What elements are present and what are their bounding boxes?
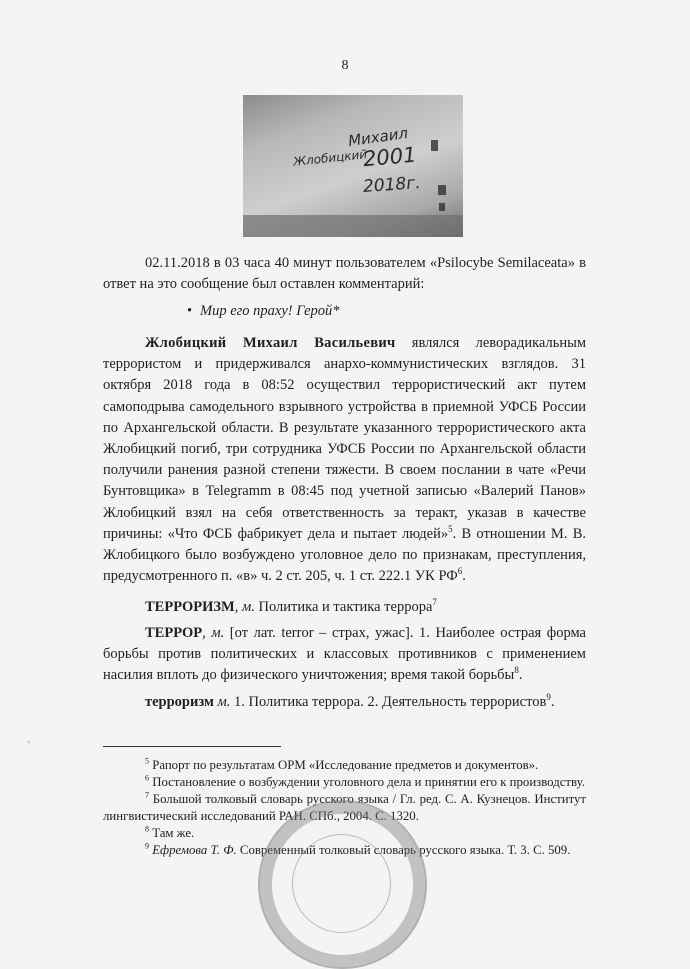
paragraph-biography xyxy=(103,333,586,587)
footnote-number: 8 xyxy=(145,824,149,834)
photo-text-year-birth: 2001 xyxy=(362,142,418,172)
bullet-comment-text: Мир его праху! Герой* xyxy=(200,303,340,319)
seal-inner-ring xyxy=(292,834,391,933)
definition-term: терроризм xyxy=(145,694,214,710)
definition-gram: м. xyxy=(213,694,231,710)
bullet-comment xyxy=(187,303,340,320)
bullet-dot-icon: • xyxy=(187,303,193,319)
definition-terror xyxy=(103,623,586,687)
margin-mark: ʼ xyxy=(27,740,31,751)
definition-gram: , м. xyxy=(234,599,255,615)
photo-text-year-death: 2018г. xyxy=(362,173,422,197)
photo-text-surname: Жлобицкий xyxy=(292,147,368,169)
footnote-ref: 5 xyxy=(448,524,453,534)
definition-term: ТЕРРОР xyxy=(145,625,203,641)
biography-text-c: . xyxy=(462,568,466,585)
footnote-ref: 7 xyxy=(432,597,437,608)
definition-end: . xyxy=(518,667,523,684)
definition-text: 1. Политика террора. 2. Деятельность террористов xyxy=(230,694,547,710)
footnote-ref: 6 xyxy=(457,566,463,577)
person-name: Жлобицкий Михаил Васильевич xyxy=(145,335,396,351)
official-seal-stamp xyxy=(258,800,427,969)
biography-text-a: являлся леворадикальным террористом и придерживался анархо-коммунистических взглядов. 31 октября 2018 года в 08:52 осуществил террористический акт путем самоподрыва самодельного взрывного устройства в приемной УФСБ России по Архангельской области. В результате указанного террористического акта Жлобицкий погиб, три сотрудника УФСБ России по Архангельской области получили ранения разной степени тяжести. В своем послании в чате «Речи Бунтовщика» в Telegramm в 08:45 под учетной записью «Валерий Панов» Жлобицкий взял на себя ответственность за теракт, указав в качестве причины: «Что ФСБ фабрикует дела и пытает людей» xyxy=(103,335,587,542)
footnote-number: 5 xyxy=(145,756,149,766)
footnote-text: Постановление о возбуждении уголовного дела и принятии его к производству. xyxy=(149,775,585,789)
definition-text: [от лат. terror – страх, ужас]. 1. Наиболее острая форма борьбы против политических и классовых противников с применением насилия вплоть до физического уничтожения; время такой борьбы xyxy=(103,625,586,684)
footnote-text: Современный толковый словарь русского языка. Т. 3. С. 509. xyxy=(236,843,571,857)
biography-text-b: . В отношении М. В. Жлобицкого было возбуждено уголовное дело по признакам, преступления, предусмотренного п. «в» ч. 2 ст. 205, ч. 1 ст. 222.1 УК РФ xyxy=(103,525,586,585)
footnote-author: Ефремова Т. Ф. xyxy=(152,843,237,857)
footnote-text: Рапорт по результатам ОРМ «Исследование предметов и документов». xyxy=(149,758,539,772)
definition-gram: , м. xyxy=(202,625,225,641)
footnote-6 xyxy=(103,774,586,791)
photo-text-first-name: Михаил xyxy=(347,123,410,151)
footnote-ref: 8 xyxy=(514,665,519,676)
definition-terrorism-upper xyxy=(103,597,586,618)
photo-shadow xyxy=(243,215,463,237)
page-number: 8 xyxy=(341,58,349,73)
definition-term: ТЕРРОРИЗМ xyxy=(145,599,235,615)
footnote-divider xyxy=(103,746,281,747)
footnote-number: 9 xyxy=(145,841,149,851)
paragraph-comment-intro xyxy=(103,253,586,295)
footnote-number: 7 xyxy=(145,790,149,800)
footnote-text: Большой толковый словарь русского языка / Гл. ред. С. А. Кузнецов. Институт лингвистический исследований РАН. СПб., 2004. С. 1320. xyxy=(103,792,586,823)
definition-terrorism-lower xyxy=(103,692,586,713)
paragraph-comment-intro-text: 02.11.2018 в 03 часа 40 минут пользователем «Psilocybe Semilaceata» в ответ на это сообщение был оставлен комментарий: xyxy=(103,255,586,293)
footnote-text: Там же. xyxy=(149,826,195,840)
footnote-number: 6 xyxy=(145,773,149,783)
photo-mark xyxy=(439,203,445,211)
footnote-5 xyxy=(103,757,586,774)
photo-mark xyxy=(431,140,438,151)
footnote-ref: 9 xyxy=(546,692,551,703)
photo-mark xyxy=(438,185,446,195)
photo-handwritten-wall xyxy=(243,95,463,237)
definition-text: Политика и тактика террора xyxy=(254,599,433,615)
definition-end: . xyxy=(550,694,555,710)
